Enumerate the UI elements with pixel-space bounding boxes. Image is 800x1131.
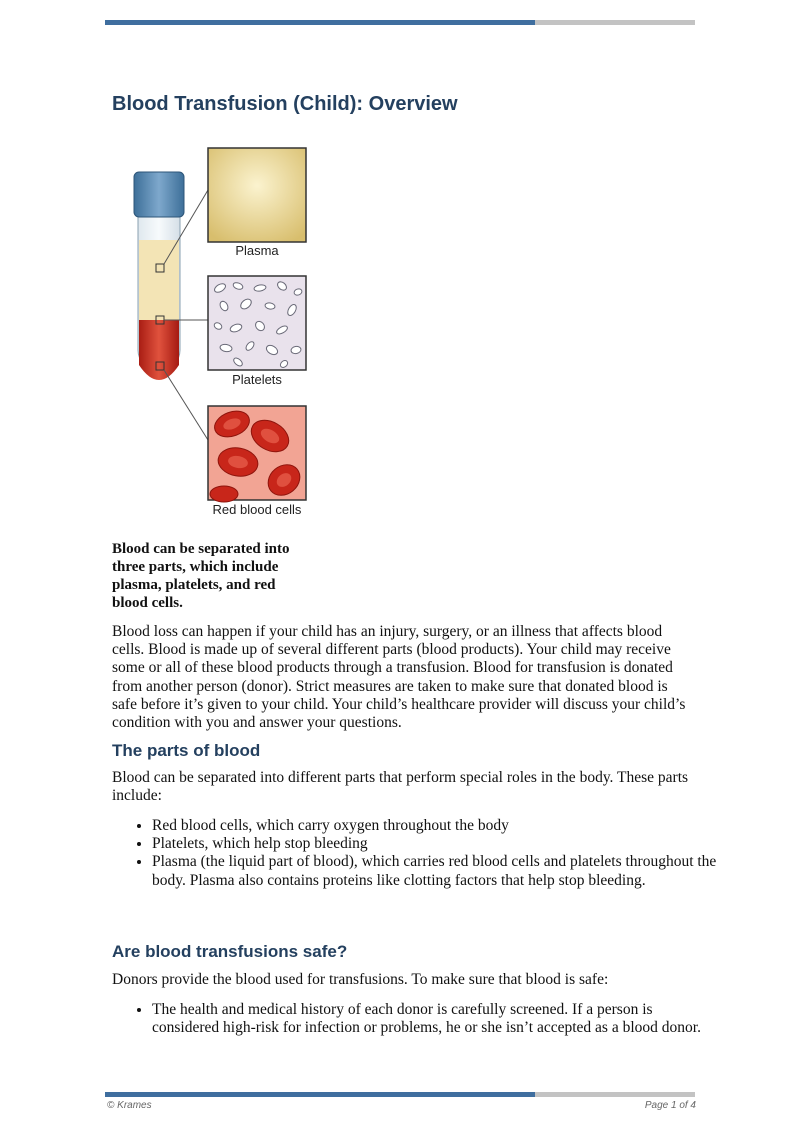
section-heading-safety: Are blood transfusions safe?: [112, 942, 348, 961]
parts-list: [112, 817, 722, 890]
intro-paragraph: Blood loss can happen if your child has an injury, surgery, or an illness that affects blood cells. Blood is made up of several different parts (blood products). Your child may receive some or all of these blood products through a transfusion. Blood for transfusion is donated from another person (donor). Strict measures are taken to make sure that donated blood is safe before it’s given to your child. Your child’s healthcare provider will discuss your child’s condition with you and answer your questions.: [112, 623, 686, 732]
plasma-label: Plasma: [235, 243, 279, 258]
header-rule: [105, 20, 695, 25]
platelets-label: Platelets: [232, 372, 282, 387]
footer-page-number: Page 1 of 4: [644, 1100, 696, 1111]
safety-list: [112, 1001, 722, 1037]
parts-intro-paragraph: Blood can be separated into different parts that perform special roles in the body. These parts include:: [112, 769, 689, 805]
list-item: • Plasma (the liquid part of blood), which carries red blood cells and platelets throughout the body. Plasma also contains proteins like clotting factors that help stop bleeding.: [152, 853, 722, 889]
list-item: • The health and medical history of each donor is carefully screened. If a person is considered high-risk for infection or problems, he or she isn’t accepted as a blood donor.: [152, 1001, 722, 1037]
safety-intro-paragraph: Donors provide the blood used for transfusions. To make sure that blood is safe:: [112, 971, 609, 988]
blood-tube-illustration: [120, 140, 330, 520]
footer-rule: [105, 1092, 695, 1097]
red-blood-cells-label: Red blood cells: [212, 502, 302, 517]
illustration-caption: Blood can be separated into three parts, which include plasma, platelets, and red blood cells.: [112, 541, 290, 611]
list-item: • Red blood cells, which carry oxygen throughout the body: [152, 817, 722, 835]
blood-components-illustration: [120, 140, 330, 520]
list-item: • Platelets, which help stop bleeding: [152, 835, 722, 853]
page-title: Blood Transfusion (Child): Overview: [112, 93, 458, 115]
footer-copyright: © Krames: [107, 1100, 152, 1111]
section-heading-parts-of-blood: The parts of blood: [112, 741, 261, 760]
